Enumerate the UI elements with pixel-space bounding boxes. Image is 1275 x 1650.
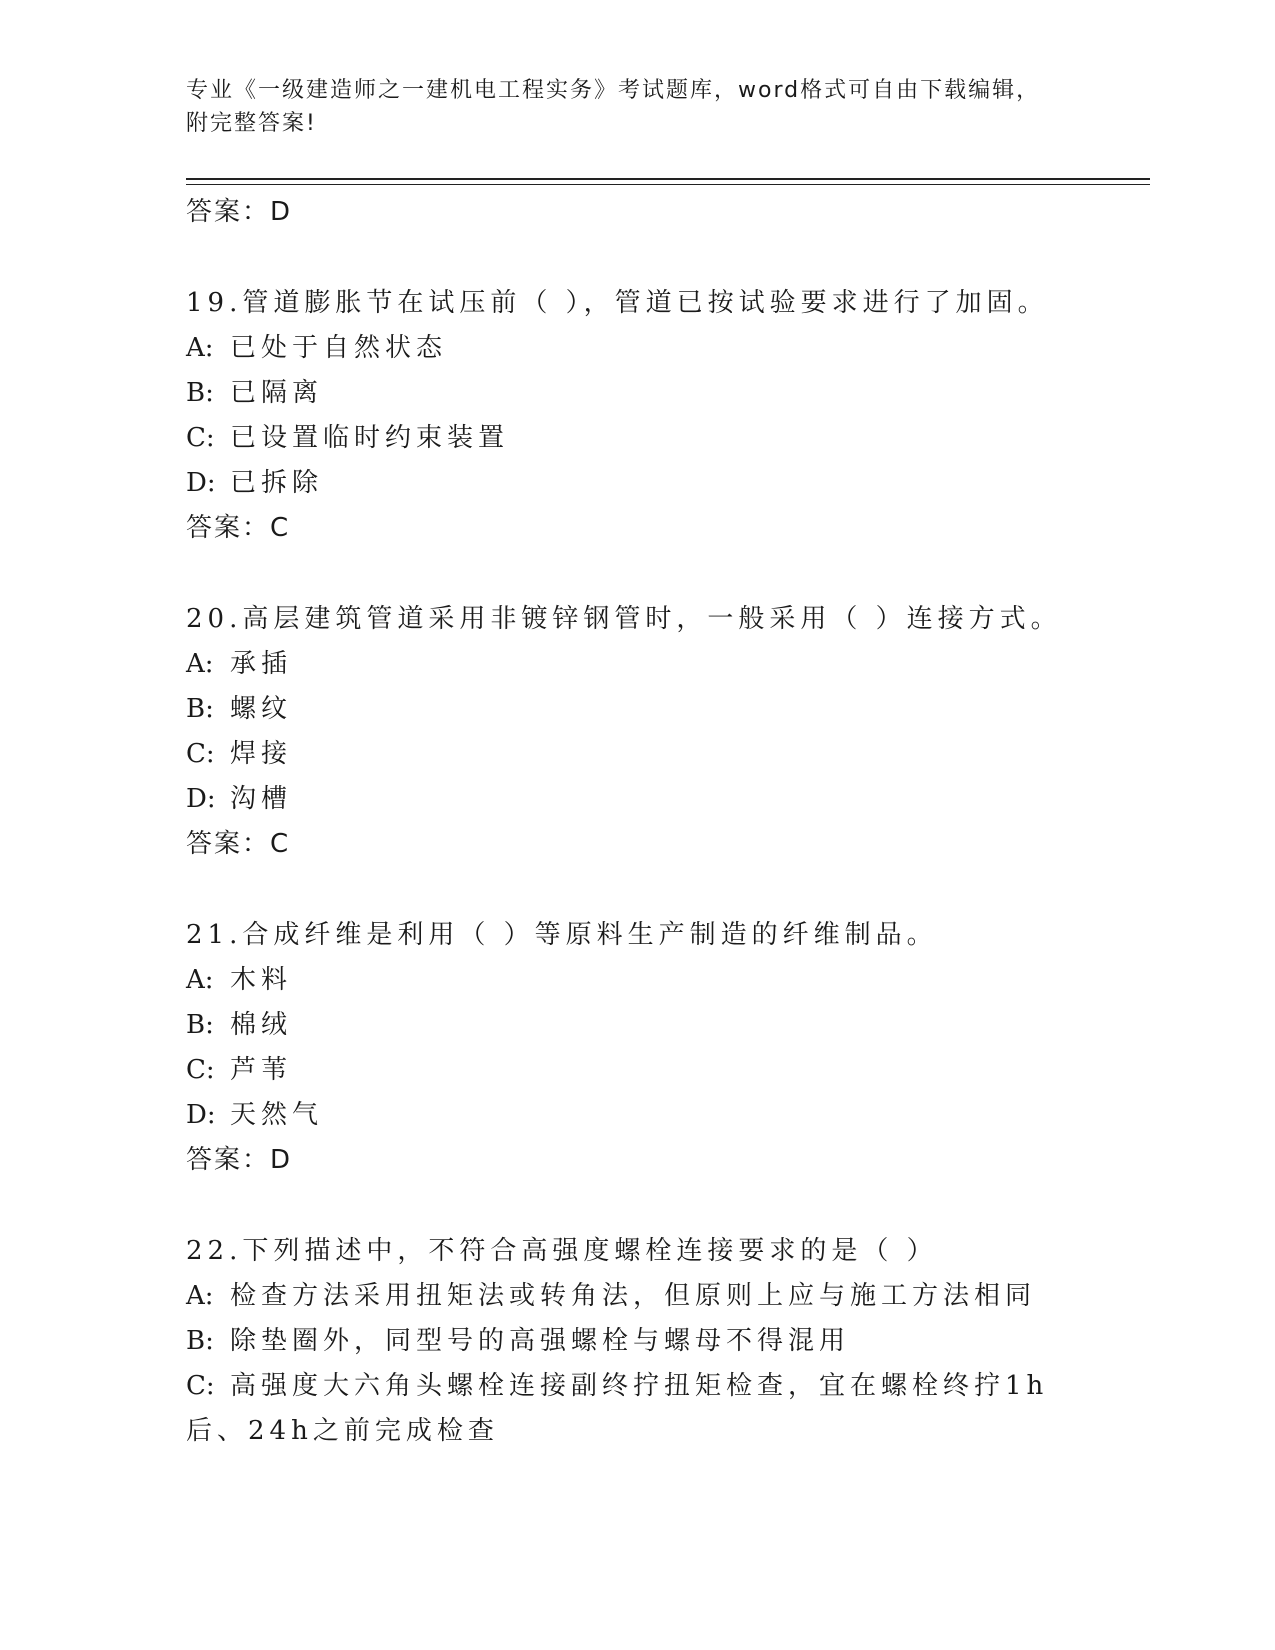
option-text: 沟槽 xyxy=(230,784,293,814)
option-text: 高强度大六角头螺栓连接副终拧扭矩检查，宜在螺栓终拧1h后、24h之前完成检查 xyxy=(186,1371,1049,1446)
previous-answer: 答案：D xyxy=(186,197,293,227)
option-text: 承插 xyxy=(230,649,293,679)
option-text: 焊接 xyxy=(230,739,293,769)
question-stem: 21.合成纤维是利用（ ）等原料生产制造的纤维制品。 xyxy=(186,920,938,950)
option-a xyxy=(186,1274,1076,1319)
option-text: 已设置临时约束装置 xyxy=(230,423,510,453)
option-text: 已隔离 xyxy=(230,378,324,408)
answer-label: 答案：D xyxy=(186,1145,293,1175)
option-letter: A: xyxy=(186,965,214,995)
document-header: 专业《一级建造师之一建机电工程实务》考试题库，word格式可自由下载编辑， 附完整答案! xyxy=(186,78,1041,136)
option-text: 已拆除 xyxy=(230,468,324,498)
option-letter: D: xyxy=(186,1100,216,1130)
option-a xyxy=(186,326,1076,371)
option-c xyxy=(186,1364,1076,1454)
answer-label: 答案：C xyxy=(186,513,291,543)
header-divider-thick xyxy=(186,178,1150,180)
option-d xyxy=(186,1093,1076,1138)
question-22 xyxy=(186,1229,1076,1454)
option-letter: B: xyxy=(186,1010,214,1040)
option-letter: D: xyxy=(186,468,216,498)
option-letter: C: xyxy=(186,1371,215,1401)
option-c xyxy=(186,416,1076,461)
option-text: 除垫圈外，同型号的高强螺栓与螺母不得混用 xyxy=(230,1326,851,1356)
question-stem: 19.管道膨胀节在试压前（ ），管道已按试验要求进行了加固。 xyxy=(186,288,1049,318)
option-d xyxy=(186,777,1076,822)
option-letter: D: xyxy=(186,784,216,814)
option-letter: C: xyxy=(186,1055,215,1085)
question-21 xyxy=(186,913,1076,1183)
option-letter: B: xyxy=(186,378,214,408)
option-letter: A: xyxy=(186,649,214,679)
option-letter: C: xyxy=(186,423,215,453)
option-letter: A: xyxy=(186,333,214,363)
option-a xyxy=(186,958,1076,1003)
answer-label: 答案：C xyxy=(186,829,291,859)
question-stem: 20.高层建筑管道采用非镀锌钢管时，一般采用（ ）连接方式。 xyxy=(186,604,1062,634)
option-b xyxy=(186,1003,1076,1048)
option-letter: B: xyxy=(186,694,214,724)
header-divider-thin xyxy=(186,184,1150,185)
option-a xyxy=(186,642,1076,687)
option-d xyxy=(186,461,1076,506)
option-letter: C: xyxy=(186,739,215,769)
option-text: 棉绒 xyxy=(230,1010,293,1040)
option-letter: A: xyxy=(186,1281,214,1311)
question-stem: 22.下列描述中，不符合高强度螺栓连接要求的是（ ） xyxy=(186,1236,938,1266)
question-19 xyxy=(186,281,1076,551)
option-c xyxy=(186,732,1076,777)
option-text: 木料 xyxy=(230,965,293,995)
option-text: 已处于自然状态 xyxy=(230,333,448,363)
option-c xyxy=(186,1048,1076,1093)
option-b xyxy=(186,1319,1076,1364)
option-letter: B: xyxy=(186,1326,214,1356)
option-b xyxy=(186,687,1076,732)
question-list xyxy=(186,190,1076,1454)
option-b xyxy=(186,371,1076,416)
option-text: 螺纹 xyxy=(230,694,293,724)
option-text: 天然气 xyxy=(230,1100,324,1130)
option-text: 检查方法采用扭矩法或转角法，但原则上应与施工方法相同 xyxy=(230,1281,1037,1311)
option-text: 芦苇 xyxy=(230,1055,293,1085)
question-20 xyxy=(186,597,1076,867)
